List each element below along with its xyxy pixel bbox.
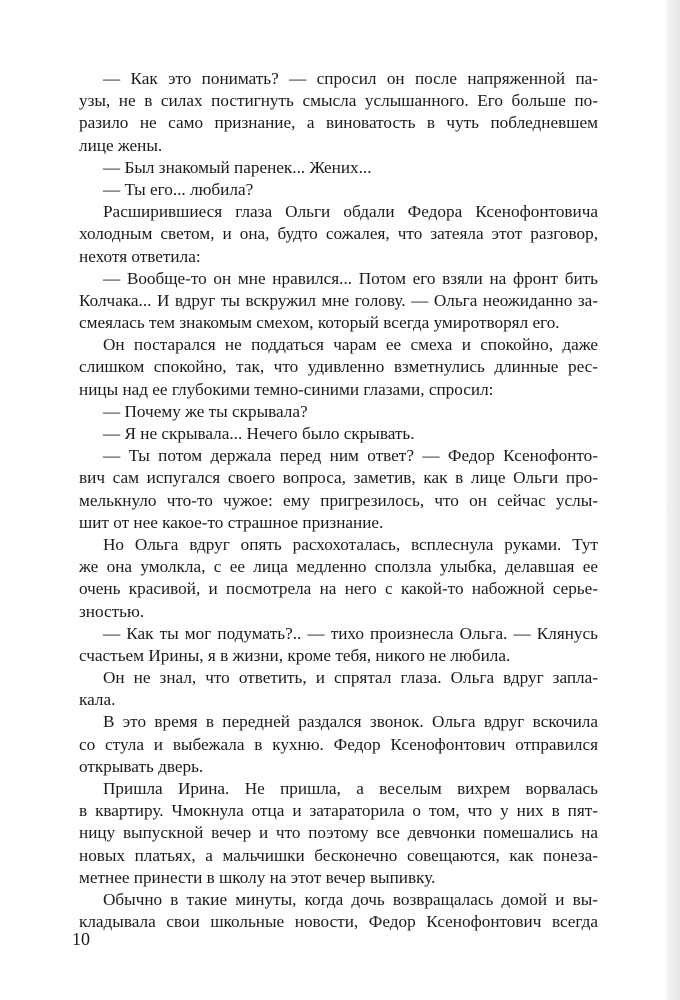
text-line: в квартиру. Чмокнула отца и затараторила о том, что у них в пят- [79, 801, 598, 821]
text-line: шит от нее какое-то страшное признание. [79, 512, 384, 532]
text-line: Но Ольга вдруг опять расхохоталась, всплеснула руками. Тут [103, 534, 598, 554]
text-line: разило не само признание, а виноватость в чуть побледневшем [79, 113, 598, 133]
text-line: слишком спокойно, так, что удивленно взметнулись длинные рес- [79, 357, 598, 377]
text-line: же она умолкла, с ее лица медленно сползла улыбка, делавшая ее [79, 557, 598, 577]
text-line: кладывала свои школьные новости, Федор Ксенофонтович всегда [79, 912, 598, 932]
text-line: В это время в передней раздался звонок. Ольга вдруг вскочила [103, 712, 598, 732]
text-line: — Как это понимать? — спросил он после напряженной па- [103, 69, 598, 88]
text-line: Он постарался не поддаться чарам ее смеха и спокойно, даже [103, 335, 598, 355]
text-line: счастьем Ирины, я в жизни, кроме тебя, никого не любила. [79, 645, 511, 665]
text-line: — Ты потом держала перед ним ответ? — Федор Ксенофонто- [103, 446, 598, 466]
page-number: 10 [72, 929, 90, 949]
text-line: — Был знакомый паренек... Жених... [103, 157, 372, 177]
text-line: холодным светом, и она, будто сожалея, что затеяла этот разговор, [79, 224, 598, 244]
text-line: Колчака... И вдруг ты вскружил мне голову. — Ольга неожиданно за- [79, 290, 598, 310]
body-text [79, 68, 598, 933]
text-line: Пришла Ирина. Не пришла, а веселым вихрем ворвалась [103, 779, 598, 798]
text-line: — Ты его... любила? [103, 179, 254, 199]
text-line: вич сам испугался своего вопроса, заметив, как в лице Ольги про- [79, 468, 598, 488]
text-line: метнее принести в школу на этот вечер выпивку. [79, 867, 436, 887]
text-line: Он не знал, что ответить, и спрятал глаза. Ольга вдруг запла- [103, 668, 598, 688]
text-line: Расширившиеся глаза Ольги обдали Федора Ксенофонтовича [103, 202, 598, 222]
text-line: узы, не в силах постигнуть смысла услышанного. Его больше по- [79, 91, 598, 111]
text-line: ницу выпускной вечер и что поэтому все девчонки помешались на [79, 823, 598, 843]
text-line: очень красивой, и посмотрела на него с какой-то набожной серье- [79, 579, 598, 599]
text-line: ницы над ее глубокими темно-синими глазами, спросил: [79, 379, 494, 399]
text-line: смеялась тем знакомым смехом, который всегда умиротворял его. [79, 313, 560, 333]
page-edge-shadow [666, 0, 680, 1000]
text-line: новых платьях, а мальчишки бесконечно совещаются, как понеза- [79, 845, 598, 865]
text-line: открывать дверь. [79, 756, 204, 776]
text-line: — Как ты мог подумать?.. — тихо произнесла Ольга. — Клянусь [103, 623, 598, 643]
text-line: со стула и выбежала в кухню. Федор Ксенофонтович отправился [79, 734, 598, 754]
text-line: зностью. [79, 601, 145, 621]
text-line: — Я не скрывала... Нечего было скрывать. [103, 424, 415, 443]
text-line: нехотя ответила: [79, 246, 201, 266]
text-line: лице жены. [79, 135, 163, 155]
text-line: Обычно в такие минуты, когда дочь возвращалась домой и вы- [103, 889, 598, 909]
text-line: — Вообще-то он мне нравился... Потом его взяли на фронт бить [103, 268, 598, 288]
text-line: мелькнуло что-то чужое: ему пригрезилось, что он сейчас услы- [79, 490, 598, 510]
text-line: кала. [79, 690, 116, 710]
text-line: — Почему же ты скрывала? [103, 401, 308, 421]
